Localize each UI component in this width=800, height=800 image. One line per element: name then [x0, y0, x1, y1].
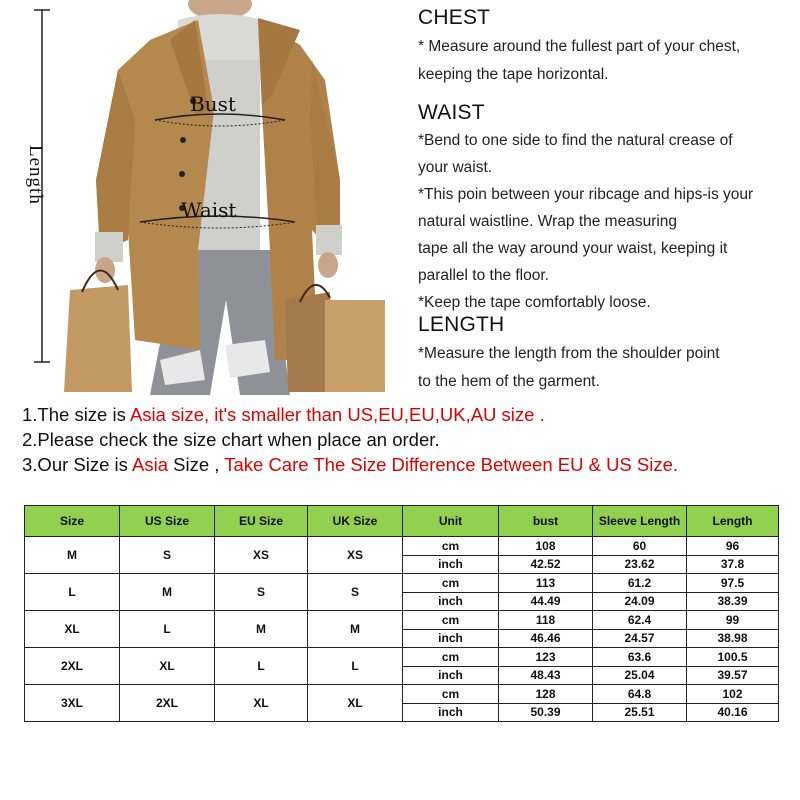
us-size-cell: L [120, 611, 215, 648]
sleeve-cell: 25.04 [593, 666, 687, 685]
table-row [25, 537, 779, 556]
header-uk-size: UK Size [308, 506, 403, 537]
header-us-size: US Size [120, 506, 215, 537]
size-cell: 2XL [25, 648, 120, 685]
sleeve-cell: 64.8 [593, 685, 687, 704]
note-3-asia: Asia [132, 454, 169, 475]
bust-cell: 113 [499, 574, 593, 593]
unit-cell: cm [403, 685, 499, 704]
waist-line: your waist. [418, 159, 493, 176]
waist-label: Waist [181, 198, 237, 222]
chest-instructions [418, 6, 798, 86]
unit-cell: inch [403, 629, 499, 648]
us-size-cell: XL [120, 648, 215, 685]
uk-size-cell: XL [308, 685, 403, 722]
header-bust: bust [499, 506, 593, 537]
table-row [25, 611, 779, 630]
header-sleeve-length: Sleeve Length [593, 506, 687, 537]
note-line-1 [22, 402, 792, 427]
bust-cell: 48.43 [499, 666, 593, 685]
uk-size-cell: M [308, 611, 403, 648]
sleeve-cell: 23.62 [593, 555, 687, 574]
header-length: Length [687, 506, 779, 537]
header-unit: Unit [403, 506, 499, 537]
sleeve-cell: 63.6 [593, 648, 687, 667]
waist-line: tape all the way around your waist, keeping it [418, 240, 728, 257]
note-3-prefix: 3.Our Size is [22, 454, 133, 475]
waist-line: *Bend to one side to find the natural crease of [418, 132, 733, 149]
length-cell: 99 [687, 611, 779, 630]
waist-instructions [418, 101, 798, 314]
unit-cell: cm [403, 537, 499, 556]
note-line-2: 2.Please check the size chart when place an order. [22, 429, 440, 450]
length-cell: 38.98 [687, 629, 779, 648]
length-cell: 40.16 [687, 703, 779, 722]
us-size-cell: 2XL [120, 685, 215, 722]
chest-line: * Measure around the fullest part of your chest, [418, 38, 741, 55]
length-cell: 96 [687, 537, 779, 556]
unit-cell: cm [403, 574, 499, 593]
eu-size-cell: XS [215, 537, 308, 574]
unit-cell: inch [403, 592, 499, 611]
note-3-mid: Size , [168, 454, 225, 475]
chest-title: CHEST [418, 6, 491, 29]
sleeve-cell: 24.09 [593, 592, 687, 611]
size-cell: L [25, 574, 120, 611]
waist-line: natural waistline. Wrap the measuring [418, 213, 678, 230]
waist-line: *This poin between your ribcage and hips-is your [418, 186, 754, 203]
bust-label: Bust [190, 92, 236, 116]
uk-size-cell: XS [308, 537, 403, 574]
sleeve-cell: 62.4 [593, 611, 687, 630]
length-cell: 102 [687, 685, 779, 704]
sleeve-cell: 25.51 [593, 703, 687, 722]
header-size: Size [25, 506, 120, 537]
us-size-cell: S [120, 537, 215, 574]
coat-model-photo [0, 0, 410, 395]
uk-size-cell: L [308, 648, 403, 685]
bust-cell: 128 [499, 685, 593, 704]
bust-cell: 42.52 [499, 555, 593, 574]
bust-cell: 118 [499, 611, 593, 630]
eu-size-cell: M [215, 611, 308, 648]
uk-size-cell: S [308, 574, 403, 611]
unit-cell: cm [403, 611, 499, 630]
length-instructions [418, 313, 798, 393]
unit-cell: inch [403, 666, 499, 685]
waist-line: parallel to the floor. [418, 267, 549, 284]
length-line: to the hem of the garment. [418, 373, 600, 390]
bust-cell: 108 [499, 537, 593, 556]
bust-cell: 123 [499, 648, 593, 667]
eu-size-cell: XL [215, 685, 308, 722]
waist-title: WAIST [418, 101, 485, 124]
note-1-prefix: 1.The size is [22, 404, 130, 425]
sleeve-cell: 61.2 [593, 574, 687, 593]
size-chart-table [24, 505, 779, 722]
length-label: Length [25, 145, 46, 205]
eu-size-cell: L [215, 648, 308, 685]
note-line-3 [22, 452, 792, 477]
table-row [25, 574, 779, 593]
waist-line: *Keep the tape comfortably loose. [418, 294, 651, 311]
length-cell: 37.8 [687, 555, 779, 574]
table-row [25, 685, 779, 704]
length-cell: 97.5 [687, 574, 779, 593]
unit-cell: inch [403, 703, 499, 722]
bust-cell: 44.49 [499, 592, 593, 611]
sleeve-cell: 24.57 [593, 629, 687, 648]
bust-cell: 50.39 [499, 703, 593, 722]
size-cell: 3XL [25, 685, 120, 722]
unit-cell: inch [403, 555, 499, 574]
note-1-warning: Asia size, it's smaller than US,EU,EU,UK,AU size . [129, 404, 545, 425]
note-3-warning: Take Care The Size Difference Between EU & US Size. [224, 454, 679, 475]
size-notes [22, 402, 792, 477]
length-cell: 100.5 [687, 648, 779, 667]
unit-cell: cm [403, 648, 499, 667]
chest-line: keeping the tape horizontal. [418, 66, 609, 83]
table-header-row [25, 506, 779, 537]
table-row [25, 648, 779, 667]
length-cell: 39.57 [687, 666, 779, 685]
length-line: *Measure the length from the shoulder point [418, 345, 720, 362]
bust-cell: 46.46 [499, 629, 593, 648]
size-cell: XL [25, 611, 120, 648]
size-cell: M [25, 537, 120, 574]
us-size-cell: M [120, 574, 215, 611]
length-title: LENGTH [418, 313, 505, 336]
length-cell: 38.39 [687, 592, 779, 611]
header-eu-size: EU Size [215, 506, 308, 537]
sleeve-cell: 60 [593, 537, 687, 556]
eu-size-cell: S [215, 574, 308, 611]
